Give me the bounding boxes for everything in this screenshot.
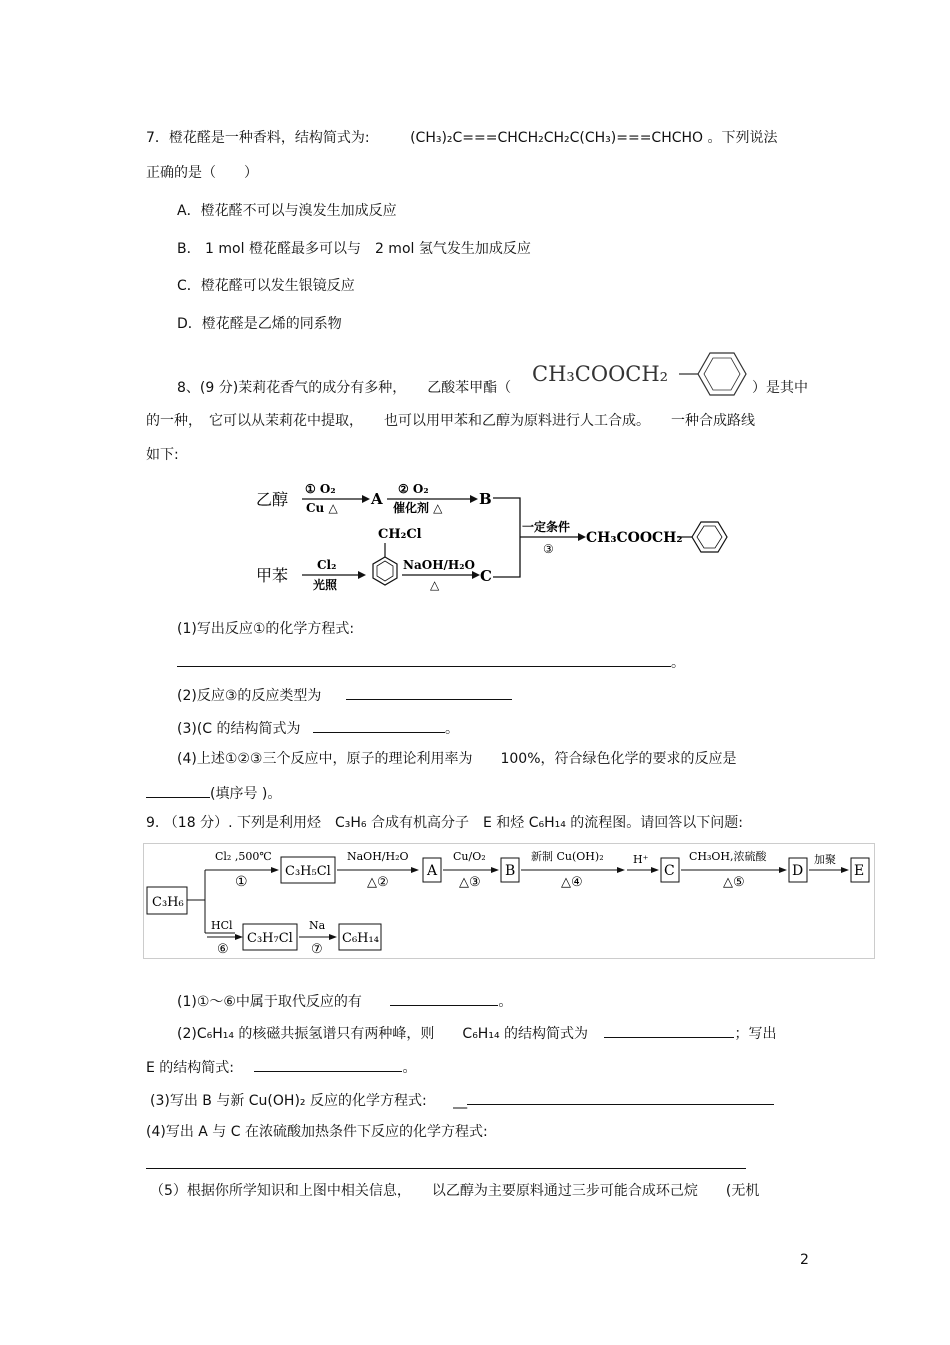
q8-sub2-blank[interactable] xyxy=(346,685,512,700)
step7-reagent-q9: Na xyxy=(309,919,326,932)
compound-c: C xyxy=(480,567,492,585)
step3-number: ③ xyxy=(543,542,554,556)
product-label: CH₃COOCH₂ xyxy=(586,530,683,546)
q7-formula: (CH₃)₂C===CHCH₂CH₂C(CH₃)===CHCHO xyxy=(410,130,704,146)
q8-intro-b: ）是其中 xyxy=(752,380,808,396)
q8-sub2: (2)反应③的反应类型为 xyxy=(177,688,322,704)
step2-reagent: ② O₂ xyxy=(398,482,429,496)
c3h7cl-label: C₃H₇Cl xyxy=(247,931,293,946)
step7-number-q9: ⑦ xyxy=(311,942,323,957)
q8-sub2-row xyxy=(177,685,512,705)
merge-bracket xyxy=(493,498,520,577)
benzene-ring-icon xyxy=(698,353,746,395)
hydrolysis-condition: △ xyxy=(430,578,440,592)
q7-option-a: A．橙花醛不可以与溴发生加成反应 xyxy=(177,203,397,219)
q9-sub1-row xyxy=(177,991,512,1011)
compound-a: A xyxy=(371,490,383,508)
benzyl-acetate-structure xyxy=(530,344,752,400)
q9-sub2b-period: 。 xyxy=(402,1060,417,1076)
q9-sub2: (2)C₆H₁₄ 的核磁共振氢谱只有两种峰，则 C₆H₁₄ 的结构简式为 xyxy=(177,1026,589,1042)
acidify-reagent-q9: H⁺ xyxy=(633,853,649,866)
step4-reagent-q9: 新制 Cu(OH)₂ xyxy=(531,850,604,863)
q8-sub1-blank[interactable] xyxy=(177,652,671,667)
step2-condition: 催化剂 △ xyxy=(393,501,443,515)
benzyl-acetate-label: CH₃COOCH₂ xyxy=(532,362,669,386)
polymerize-label-q9: 加聚 xyxy=(814,853,836,866)
q8-sub3: (3)(C 的结构简式为 xyxy=(177,721,301,737)
q9-sub5: （5）根据你所学知识和上图中相关信息， 以乙醇为主要原料通过三步可能合成环己烷 (无机 xyxy=(150,1183,760,1199)
c3h5cl-label: C₃H₅Cl xyxy=(285,864,331,879)
q9-sub2b: E 的结构简式: xyxy=(146,1060,235,1076)
q9-e-label: E xyxy=(854,863,865,879)
q9-a-label: A xyxy=(427,863,438,879)
c3h6-label: C₃H₆ xyxy=(152,895,184,910)
q8-sub1-answer xyxy=(177,652,685,672)
page-number: 2 xyxy=(800,1252,809,1268)
q9-d-label: D xyxy=(792,863,804,879)
step3-reagent-q9: Cu/O₂ xyxy=(453,850,486,863)
c6h14-label: C₆H₁₄ xyxy=(342,931,379,946)
q9-sub1: (1)①～⑥中属于取代反应的有 xyxy=(177,994,362,1010)
q9-sub2-row xyxy=(177,1023,776,1043)
q9-sub4-blank[interactable] xyxy=(146,1154,746,1169)
step6-reagent-q9: HCl xyxy=(211,919,233,932)
compound-b: B xyxy=(479,490,492,508)
q8-sub3-blank[interactable] xyxy=(313,718,445,733)
q9-sub2b-blank[interactable] xyxy=(254,1057,402,1072)
q9-c-label: C xyxy=(664,863,675,879)
chlorination-condition: 光照 xyxy=(313,578,338,592)
q8-sub1-period: 。 xyxy=(671,655,685,671)
toluene-label: 甲苯 xyxy=(256,566,289,585)
q8-sub1: (1)写出反应①的化学方程式: xyxy=(177,621,355,637)
step5-reagent-q9: CH₃OH,浓硫酸 xyxy=(689,850,767,863)
step3-condition: 一定条件 xyxy=(522,520,571,534)
q8-synthesis-scheme xyxy=(250,476,740,598)
q9-sub3-mark: __ xyxy=(453,1093,468,1109)
q8-intro-line3: 如下: xyxy=(146,447,179,463)
step5-number-q9: △⑤ xyxy=(723,875,745,890)
q7-option-c: C．橙花醛可以发生银镜反应 xyxy=(177,278,355,294)
step6-number-q9: ⑥ xyxy=(217,942,229,957)
q9-sub4-answer xyxy=(146,1154,746,1174)
q7-stem-line2: 正确的是（ ） xyxy=(146,165,258,181)
q8-sub3-period: 。 xyxy=(444,721,459,737)
q8-intro-line2: 的一种， 它可以从茉莉花中提取， 也可以用甲苯和乙醇为原料进行人工合成。 一种合成路线 xyxy=(146,413,755,429)
hydrolysis-reagent: NaOH/H₂O xyxy=(403,558,475,572)
ethanol-label: 乙醇 xyxy=(256,490,289,509)
q7-stem xyxy=(146,129,778,147)
step2-reagent-q9: NaOH/H₂O xyxy=(347,850,409,863)
step4-number-q9: △④ xyxy=(561,875,583,890)
q9-sub3-blank[interactable] xyxy=(467,1090,774,1105)
q8-sub4-blank[interactable] xyxy=(146,783,210,798)
q7-stem-text: 7．橙花醛是一种香料，结构简式为: xyxy=(146,130,370,146)
q9-sub2-blank[interactable] xyxy=(604,1023,734,1038)
q8-sub3-row xyxy=(177,718,459,738)
q9-sub2-tail: ；写出 xyxy=(734,1026,777,1042)
q8-sub4-row2 xyxy=(146,783,281,803)
q9-sub1-period: 。 xyxy=(498,994,513,1010)
q9-sub2b-row xyxy=(146,1057,416,1077)
q9-sub1-blank[interactable] xyxy=(390,991,498,1006)
step2-number-q9: △② xyxy=(367,875,389,890)
q9-title: 9. （18 分）. 下列是利用烃 C₃H₆ 合成有机高分子 E 和烃 C₆H₁₄ 的流程图。请回答以下问题: xyxy=(146,815,744,831)
q8-sub4: (4)上述①②③三个反应中，原子的理论利用率为 100%，符合绿色化学的要求的反应是 xyxy=(177,751,737,767)
chlorination-reagent: Cl₂ xyxy=(317,558,337,572)
q9-sub3: (3)写出 B 与新 Cu(OH)₂ 反应的化学方程式: xyxy=(150,1093,427,1109)
q8-intro-a: 8、(9 分)茉莉花香气的成分有多种， 乙酸苯甲酯（ xyxy=(177,380,512,396)
q7-option-d: D．橙花醛是乙烯的同系物 xyxy=(177,316,342,332)
step1-reagent-q9: Cl₂ ,500℃ xyxy=(215,850,272,863)
q9-sub3-row xyxy=(150,1090,774,1110)
benzyl-chloride-substituent: CH₂Cl xyxy=(378,527,422,542)
q7-stem-tail: 。下列说法 xyxy=(707,130,778,146)
step3-number-q9: △③ xyxy=(459,875,481,890)
q7-option-b: B． 1 mol 橙花醛最多可以与 2 mol 氢气发生加成反应 xyxy=(177,241,531,257)
q9-sub4: (4)写出 A 与 C 在浓硫酸加热条件下反应的化学方程式: xyxy=(146,1124,488,1140)
step1-condition: Cu △ xyxy=(306,501,338,515)
step1-reagent: ① O₂ xyxy=(305,482,336,496)
q8-sub4-tail: (填序号 )。 xyxy=(210,786,282,802)
q9-b-label: B xyxy=(505,863,516,879)
step1-number-q9: ① xyxy=(235,874,248,890)
q9-flow-chart xyxy=(143,843,875,959)
